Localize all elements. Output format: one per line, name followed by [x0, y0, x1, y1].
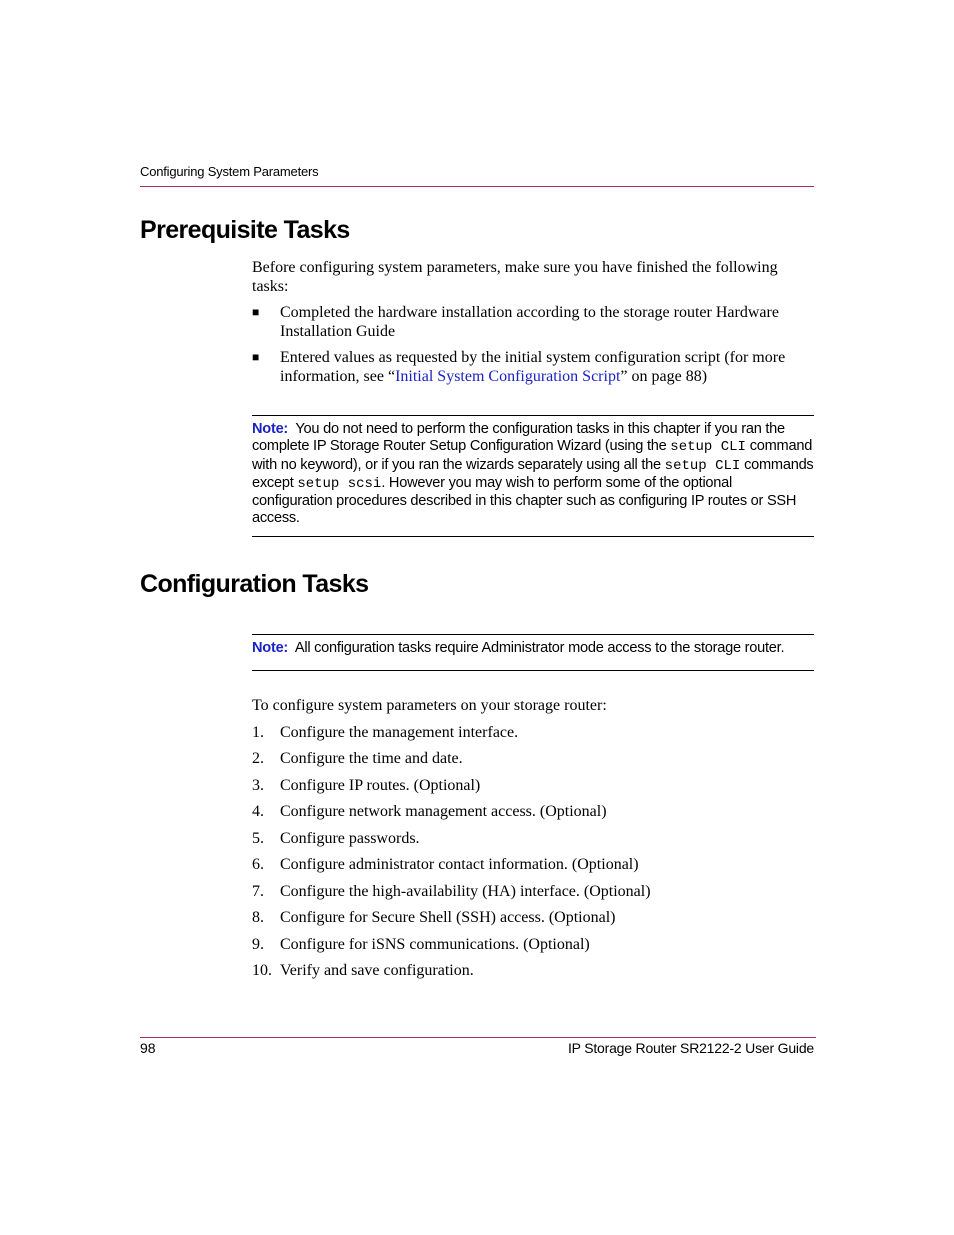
step-number: 5. [252, 830, 264, 847]
list-item [252, 303, 814, 341]
step-text: Configure IP routes. (Optional) [280, 777, 481, 794]
step-number: 6. [252, 856, 264, 873]
step-number: 8. [252, 909, 264, 926]
bullet-text-after: ” on page 88) [620, 368, 708, 385]
list-item [252, 723, 814, 742]
list-item [252, 855, 814, 874]
bullet-text-before: Entered values as requested by the initial system configuration script (for more information, see “ [280, 349, 786, 385]
list-item [252, 802, 814, 821]
step-number: 9. [252, 936, 264, 953]
list-item [252, 348, 814, 386]
note-text: All configuration tasks require Administrator mode access to the storage router. [294, 640, 785, 656]
step-text: Configure the high-availability (HA) interface. (Optional) [280, 883, 651, 900]
list-item [252, 829, 814, 848]
code-setup-scsi: setup scsi [297, 475, 382, 492]
footer-rule [140, 1037, 816, 1038]
list-item [252, 776, 814, 795]
list-item [252, 882, 814, 901]
note-text: command with no keyword), or if you ran the wizards separately using all the [252, 438, 813, 473]
note-label: Note: [252, 640, 289, 656]
note-bottom-rule [252, 670, 814, 671]
footer-doc-title: IP Storage Router SR2122-2 User Guide [567, 1040, 814, 1056]
page-number: 98 [140, 1040, 156, 1056]
step-text: Configure the time and date. [280, 750, 463, 767]
step-number: 4. [252, 803, 264, 820]
step-text: Configure administrator contact information. (Optional) [280, 856, 639, 873]
step-number: 10. [252, 962, 272, 979]
square-bullet-icon: ■ [252, 350, 260, 364]
step-text: Configure the management interface. [280, 724, 519, 741]
step-number: 1. [252, 724, 264, 741]
step-text: Verify and save configuration. [280, 962, 474, 979]
note-top-rule [252, 634, 814, 635]
bullet-text [280, 348, 814, 386]
step-text: Configure passwords. [280, 830, 420, 847]
note-text: commands except [252, 456, 814, 491]
section-heading-configuration: Configuration Tasks [140, 570, 369, 598]
step-text: Configure for Secure Shell (SSH) access. (Optional) [280, 909, 616, 926]
code-setup-cli: setup CLI [670, 439, 746, 456]
note-label: Note: [252, 421, 289, 437]
note-text: You do not need to perform the configuration tasks in this chapter if you ran the complete IP Storage Router Setup Configuration Wizard (using the [252, 421, 785, 455]
step-number: 7. [252, 883, 264, 900]
list-item [252, 935, 814, 954]
note-box [252, 421, 814, 528]
step-number: 2. [252, 750, 264, 767]
step-text: Configure network management access. (Optional) [280, 803, 607, 820]
step-number: 3. [252, 777, 264, 794]
square-bullet-icon: ■ [252, 305, 260, 319]
running-header: Configuring System Parameters [140, 164, 319, 179]
note-box [252, 640, 814, 657]
step-text: Configure for iSNS communications. (Optional) [280, 936, 590, 953]
header-rule [140, 186, 814, 187]
note-top-rule [252, 415, 814, 416]
list-item [252, 749, 814, 768]
code-setup-cli: setup CLI [664, 457, 741, 474]
section-heading-prerequisite: Prerequisite Tasks [140, 216, 350, 244]
configuration-intro: To configure system parameters on your storage router: [252, 697, 607, 714]
note-bottom-rule [252, 536, 814, 537]
list-item [252, 908, 814, 927]
list-item [252, 961, 814, 980]
cross-reference-link[interactable]: Initial System Configuration Script [395, 368, 621, 385]
note-text: . However you may wish to perform some of the optional configuration procedures described in this chapter such as configuring IP routes or SSH access. [252, 474, 797, 527]
prerequisite-intro: Before configuring system parameters, make sure you have finished the following tasks: [252, 259, 778, 295]
bullet-text: Completed the hardware installation according to the storage router Hardware Installation Guide [280, 304, 779, 340]
